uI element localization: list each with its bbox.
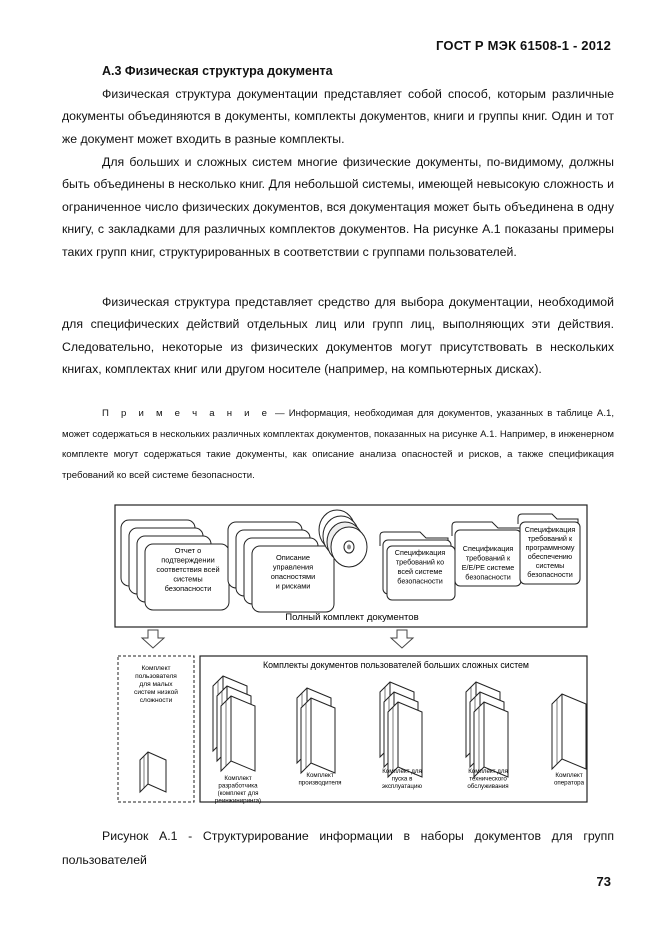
label-line: требований к [527,534,573,543]
note-dash: — [270,408,289,419]
section-title: А.3 Физическая структура документа [102,64,333,78]
label-line: оператора [553,779,585,787]
full-set-label: Полный комплект документов [285,612,419,623]
label-line: Комплект [141,665,171,672]
arrow-down-left-icon [142,630,164,648]
user-set-label-commissioning [382,768,423,790]
book-stack-commissioning [380,682,422,777]
user-set-label-operator [554,772,585,787]
label-line: пуска в [391,775,413,783]
label-line: безопасности [465,572,511,582]
label-line: соответствия всей [156,565,220,574]
label-line: требований ко [395,557,445,567]
label-line: и рисками [275,581,311,591]
label-line: системы [173,574,203,584]
label-line: реинжиниринга) [214,797,262,805]
paragraph-3: Физическая структура представляет средство для выбора документации, необходимой для специфических действий отдельных лиц или групп лиц, выполняющих эти действия. Следовательно, некоторые из физических документов могут присутствовать в нескольких книгах, комплектах книг или другом носителе (например, на компьютерных дисках). [62,295,614,377]
large-sets-title: Комплекты документов пользователей больших сложных систем [263,660,529,670]
label-line: безопасности [527,570,573,579]
small-set-label [134,665,178,704]
label-line: Комплект [306,772,334,779]
doc-label-system-safety-spec [395,548,446,586]
book-stack-manufacturer [297,688,335,773]
label-line: (комплект для [217,790,259,797]
label-line: всей системе [397,567,443,576]
user-set-label-maintenance [467,768,508,790]
label-line: пользователя [135,673,177,680]
doc-label-software-spec [525,525,576,579]
document-header: ГОСТ Р МЭК 61508-1 - 2012 [435,38,611,53]
small-set-book-icon [140,752,166,792]
label-line: безопасности [397,576,443,586]
label-line: безопасности [164,584,212,593]
book-stack-maintenance [466,682,508,777]
label-line: Спецификация [394,548,446,557]
label-line: производителя [298,779,342,787]
label-line: управления [272,562,314,572]
book-stack-developer [213,676,255,771]
label-line: сложности [139,697,173,704]
label-line: эксплуатацию [381,783,423,790]
label-line: Комплект [555,772,583,779]
label-line: Спецификация [524,525,576,534]
paragraph-1: Физическая структура документации представляет собой способ, которым различные документы объединяются в документы, комплекты документов, книги и группы книг. Один и тот же документ может входить в разные комплекты. [62,87,614,146]
book-stack-operator [552,694,586,769]
label-line: разработчика [218,782,258,790]
label-line: технического [469,775,507,783]
paragraph-2: Для больших и сложных систем многие физические документы, по-видимому, должны быть объединены в несколько книг. Для небольшой системы, имеющей невысокую сложность и ограниченное число физических документов, вся документация может быть объединена в одну книгу, с закладками для различных комплектов документов. На рисунке А.1 показаны примеры таких групп книг, структурированных в соответствии с группами пользователей. [62,155,614,259]
label-line: систем низкой [134,689,178,696]
label-line: требований к [465,553,511,563]
note-text: Информация, необходимая для документов, указанных в таблице А.1, может содержаться в нескольких различных комплектах документов, показанных на рисунке А.1. Например, в инженерном комплекте могут содержаться такие документы, как описание анализа опасностей и рисков, а также спецификация требований ко всей системе безопасности. [62,408,614,481]
label-line: системы [535,561,565,570]
page-number: 73 [596,874,611,889]
doc-label-eepe-spec [462,544,515,582]
label-line: Отчет о [174,546,202,555]
arrow-down-right-icon [391,630,413,648]
label-line: обеспечению [527,552,573,561]
label-line: подтверждении [161,555,215,565]
label-line: Комплект [224,775,252,782]
label-line: Спецификация [462,544,514,553]
label-line: Описание [275,553,311,562]
label-line: программному [525,543,575,552]
label-line: Комплект для [382,768,422,775]
label-line: Комплект для [468,768,508,775]
user-set-label-developer [215,775,261,805]
doc-label-hazard-management [271,553,315,591]
note-label: П р и м е ч а н и е [102,408,271,419]
label-line: Е/Е/РЕ системе [461,563,515,572]
user-set-label-manufacturer [298,772,341,787]
label-line: для малых [139,681,173,688]
label-line: обслуживания [467,783,509,790]
label-line: опасностями [270,572,316,581]
figure-caption: Рисунок А.1 - Структурирование информации в наборы документов для групп пользователей [62,829,614,867]
